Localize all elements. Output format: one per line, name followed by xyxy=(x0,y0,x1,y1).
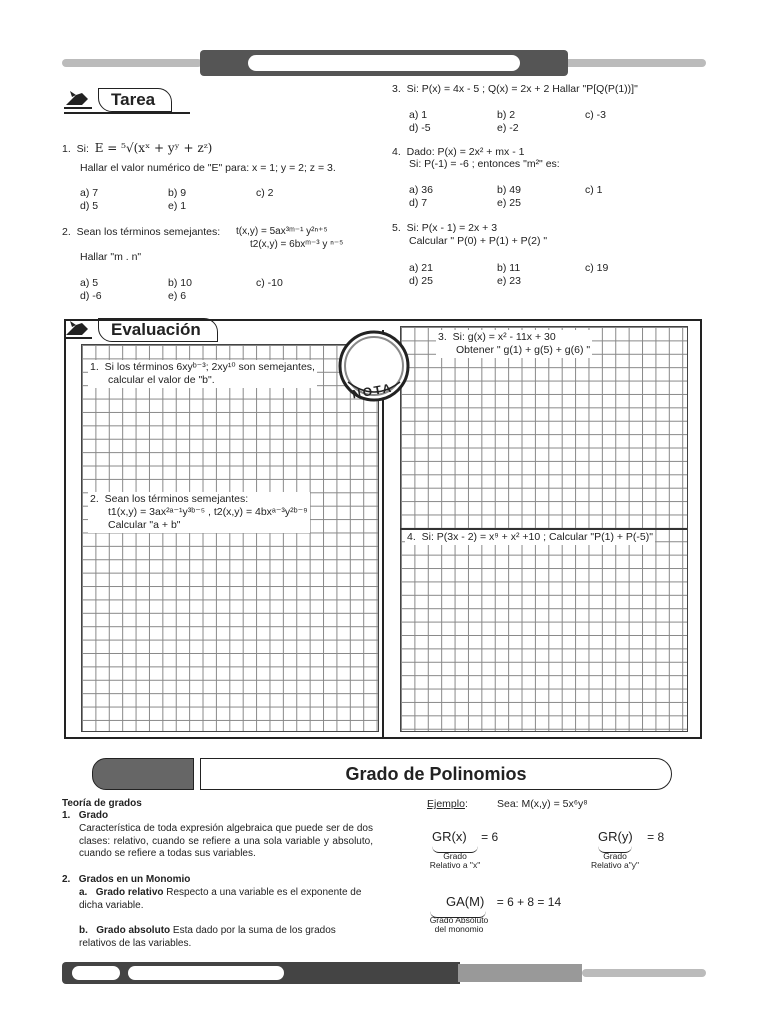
theory-heading: Teoría de grados xyxy=(62,798,142,809)
theory-a: a. Grado relativo Respecto a una variable es el exponente de dicha variable. xyxy=(79,887,362,911)
tarea-q2-t1: t(x,y) = 5ax³ᵐ⁻¹ y²ⁿ⁺⁵ xyxy=(236,226,328,237)
tarea-q2-options: a) 5 b) 10 c) -10 d) -6 e) 6 xyxy=(80,277,283,302)
grid-left xyxy=(81,344,379,732)
tarea-title: Tarea xyxy=(98,88,172,112)
pencil-hand-icon xyxy=(62,89,96,111)
tarea-q1-text: Hallar el valor numérico de "E" para: x = 1; y = 2; z = 3. xyxy=(80,162,336,174)
theory-i1: 1. Grado xyxy=(62,810,109,821)
theory-b: b. Grado absoluto Esta dado por la suma de los grados relativos de las variables. xyxy=(79,925,336,949)
tarea-q2-t2: t2(x,y) = 6bxᵐ⁻³ y ⁿ⁻⁵ xyxy=(250,239,344,250)
tarea-q1: 1. Si: E = ⁵√(xˣ + yʸ + zᶻ) xyxy=(62,141,213,155)
theory-i1-text: Característica de toda expresión algebraica que puede ser de dos clases: relativo, cuando se refiere a una sola variable y absoluto, cuando se refiere a todas sus variables. xyxy=(79,823,373,859)
tarea-q4: 4. Dado: P(x) = 2x² + mx - 1 xyxy=(392,146,525,158)
q1-formula: E = ⁵√(xˣ + yʸ + zᶻ) xyxy=(94,141,213,155)
tarea-q4-options: a) 36 b) 49 c) 1 d) 7 e) 25 xyxy=(409,184,603,209)
tarea-q2: 2. Sean los términos semejantes: xyxy=(62,226,221,238)
example-ga: GA(M) = 6 + 8 = 14 xyxy=(446,894,562,909)
example-sea: Sea: M(x,y) = 5x⁶y⁸ xyxy=(497,798,588,810)
nota-seal xyxy=(338,322,410,408)
top-banner xyxy=(62,50,706,76)
tarea-q1-options: a) 7 b) 9 c) 2 d) 5 e) 1 xyxy=(80,187,274,212)
tarea-q3-options: a) 1 b) 2 c) -3 d) -5 e) -2 xyxy=(409,109,606,134)
tarea-heading xyxy=(62,88,172,112)
tarea-q5: 5. Si: P(x - 1) = 2x + 3 xyxy=(392,222,498,234)
example-gry-caption: Grado Relativo a"y" xyxy=(590,851,640,870)
tarea-q4-line2: Si: P(-1) = -6 ; entonces "m²" es: xyxy=(409,158,560,170)
tarea-q2-text: Hallar "m . n" xyxy=(80,251,142,263)
example-grx: GR(x) = 6 xyxy=(432,829,499,844)
example-grx-caption: Grado Relativo a "x" xyxy=(429,851,481,870)
eval-q1: 1. Si los términos 6xyᵇ⁻³; 2xy¹⁰ son semejantes, calcular el valor de "b". xyxy=(90,361,315,386)
bottom-banner xyxy=(62,962,706,984)
evaluacion-title: Evaluación xyxy=(98,318,218,342)
example-gry: GR(y) = 8 xyxy=(598,829,665,844)
section-tab-left xyxy=(92,758,194,790)
eval-q2: 2. Sean los términos semejantes: t1(x,y) = 3ax²ᵃ⁻¹y³ᵇ⁻⁵ , t2(x,y) = 4bxᵃ⁻³y²ᵇ⁻⁹ Calcular "a + b" xyxy=(90,493,308,531)
eval-q4: 4. Si: P(3x - 2) = x⁹ + x² +10 ; Calcular "P(1) + P(-5)" xyxy=(407,531,653,543)
section-title-box xyxy=(200,758,672,790)
tarea-q3: 3. Si: P(x) = 4x - 5 ; Q(x) = 2x + 2 Hallar "P[Q(P(1))]" xyxy=(392,83,638,95)
tarea-q5-options: a) 21 b) 11 c) 19 d) 25 e) 23 xyxy=(409,262,609,287)
theory-i2: 2. Grados en un Monomio xyxy=(62,874,191,885)
example-ga-caption: Grado Absoluto del monomio xyxy=(429,915,489,934)
section-title: Grado de Polinomios xyxy=(345,763,527,784)
tarea-q5-line2: Calcular " P(0) + P(1) + P(2) " xyxy=(409,235,548,247)
nota-label: NOTA xyxy=(351,380,395,402)
tarea-underline xyxy=(64,112,190,114)
eval-q3: 3. Si: g(x) = x² - 11x + 30 Obtener " g(1) + g(5) + g(6) " xyxy=(438,331,591,356)
example-label: Ejemplo: xyxy=(427,798,468,810)
